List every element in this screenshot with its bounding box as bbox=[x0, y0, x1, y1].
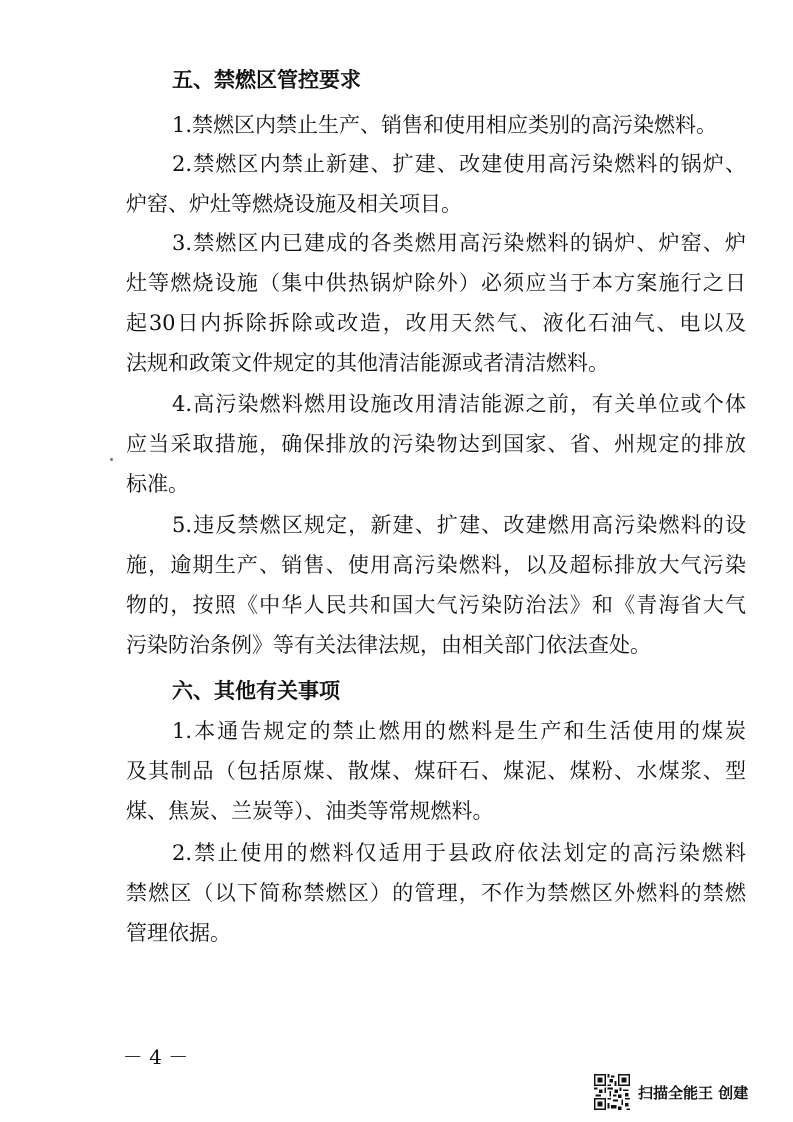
section-5-item-2 bbox=[126, 144, 746, 224]
paragraph-line: 5.违反禁燃区规定，新建、扩建、改建燃用高污染燃料的设 bbox=[172, 513, 746, 537]
paragraph-line: 煤、焦炭、兰炭等）、油类等常规燃料。 bbox=[126, 799, 494, 823]
paragraph-line: 污染防治条例》等有关法律法规，由相关部门依法查处。 bbox=[126, 633, 651, 657]
watermark-text: 扫描全能王 创建 bbox=[638, 1083, 749, 1102]
paragraph-line: 起30日内拆除拆除或改造，改用天然气、液化石油气、电以及 bbox=[126, 311, 746, 335]
scan-speck bbox=[110, 458, 113, 461]
paragraph-line: 1.禁燃区内禁止生产、销售和使用相应类别的高污染燃料。 bbox=[172, 113, 718, 137]
paragraph-line: 4.高污染燃料燃用设施改用清洁能源之前，有关单位或个体 bbox=[172, 392, 746, 416]
section-6-heading: 六、其他有关事项 bbox=[172, 679, 340, 703]
paragraph-line: 施，逾期生产、销售、使用高污染燃料，以及超标排放大气污染 bbox=[126, 553, 746, 577]
paragraph-line: 法规和政策文件规定的其他清洁能源或者清洁燃料。 bbox=[126, 351, 609, 375]
paragraph-line: 炉窑、炉灶等燃烧设施及相关项目。 bbox=[126, 192, 462, 216]
qr-code-icon bbox=[594, 1074, 630, 1110]
paragraph-line: 应当采取措施，确保排放的污染物达到国家、省、州规定的排放 bbox=[126, 432, 746, 456]
scanner-watermark bbox=[594, 1074, 748, 1110]
section-5-heading: 五、禁燃区管控要求 bbox=[172, 68, 361, 92]
paragraph-line: 1.本通告规定的禁止燃用的燃料是生产和生活使用的煤炭 bbox=[172, 719, 746, 743]
section-5-item-5 bbox=[126, 505, 746, 665]
paragraph-line: 2.禁燃区内禁止新建、扩建、改建使用高污染燃料的锅炉、 bbox=[172, 152, 746, 176]
page-number bbox=[0, 1041, 793, 1070]
page-number-text: － 4 － bbox=[122, 1045, 189, 1069]
paragraph-line: 禁燃区（以下简称禁燃区）的管理，不作为禁燃区外燃料的禁燃 bbox=[126, 881, 746, 905]
section-5-item-1 bbox=[126, 105, 746, 145]
paragraph-line: 物的，按照《中华人民共和国大气污染防治法》和《青海省大气 bbox=[126, 593, 746, 617]
section-5-item-4 bbox=[126, 384, 746, 504]
section-6-item-2 bbox=[126, 833, 746, 953]
paragraph-line: 及其制品（包括原煤、散煤、煤矸石、煤泥、煤粉、水煤浆、型 bbox=[126, 759, 746, 783]
paragraph-line: 管理依据。 bbox=[126, 921, 231, 945]
paragraph-line: 3.禁燃区内已建成的各类燃用高污染燃料的锅炉、炉窑、炉 bbox=[172, 231, 746, 255]
paragraph-line: 标准。 bbox=[126, 472, 189, 496]
paragraph-line: 2.禁止使用的燃料仅适用于县政府依法划定的高污染燃料 bbox=[172, 841, 746, 865]
section-6-item-1 bbox=[126, 711, 746, 831]
section-5-item-3 bbox=[126, 223, 746, 383]
paragraph-line: 灶等燃烧设施（集中供热锅炉除外）必须应当于本方案施行之日 bbox=[126, 271, 746, 295]
